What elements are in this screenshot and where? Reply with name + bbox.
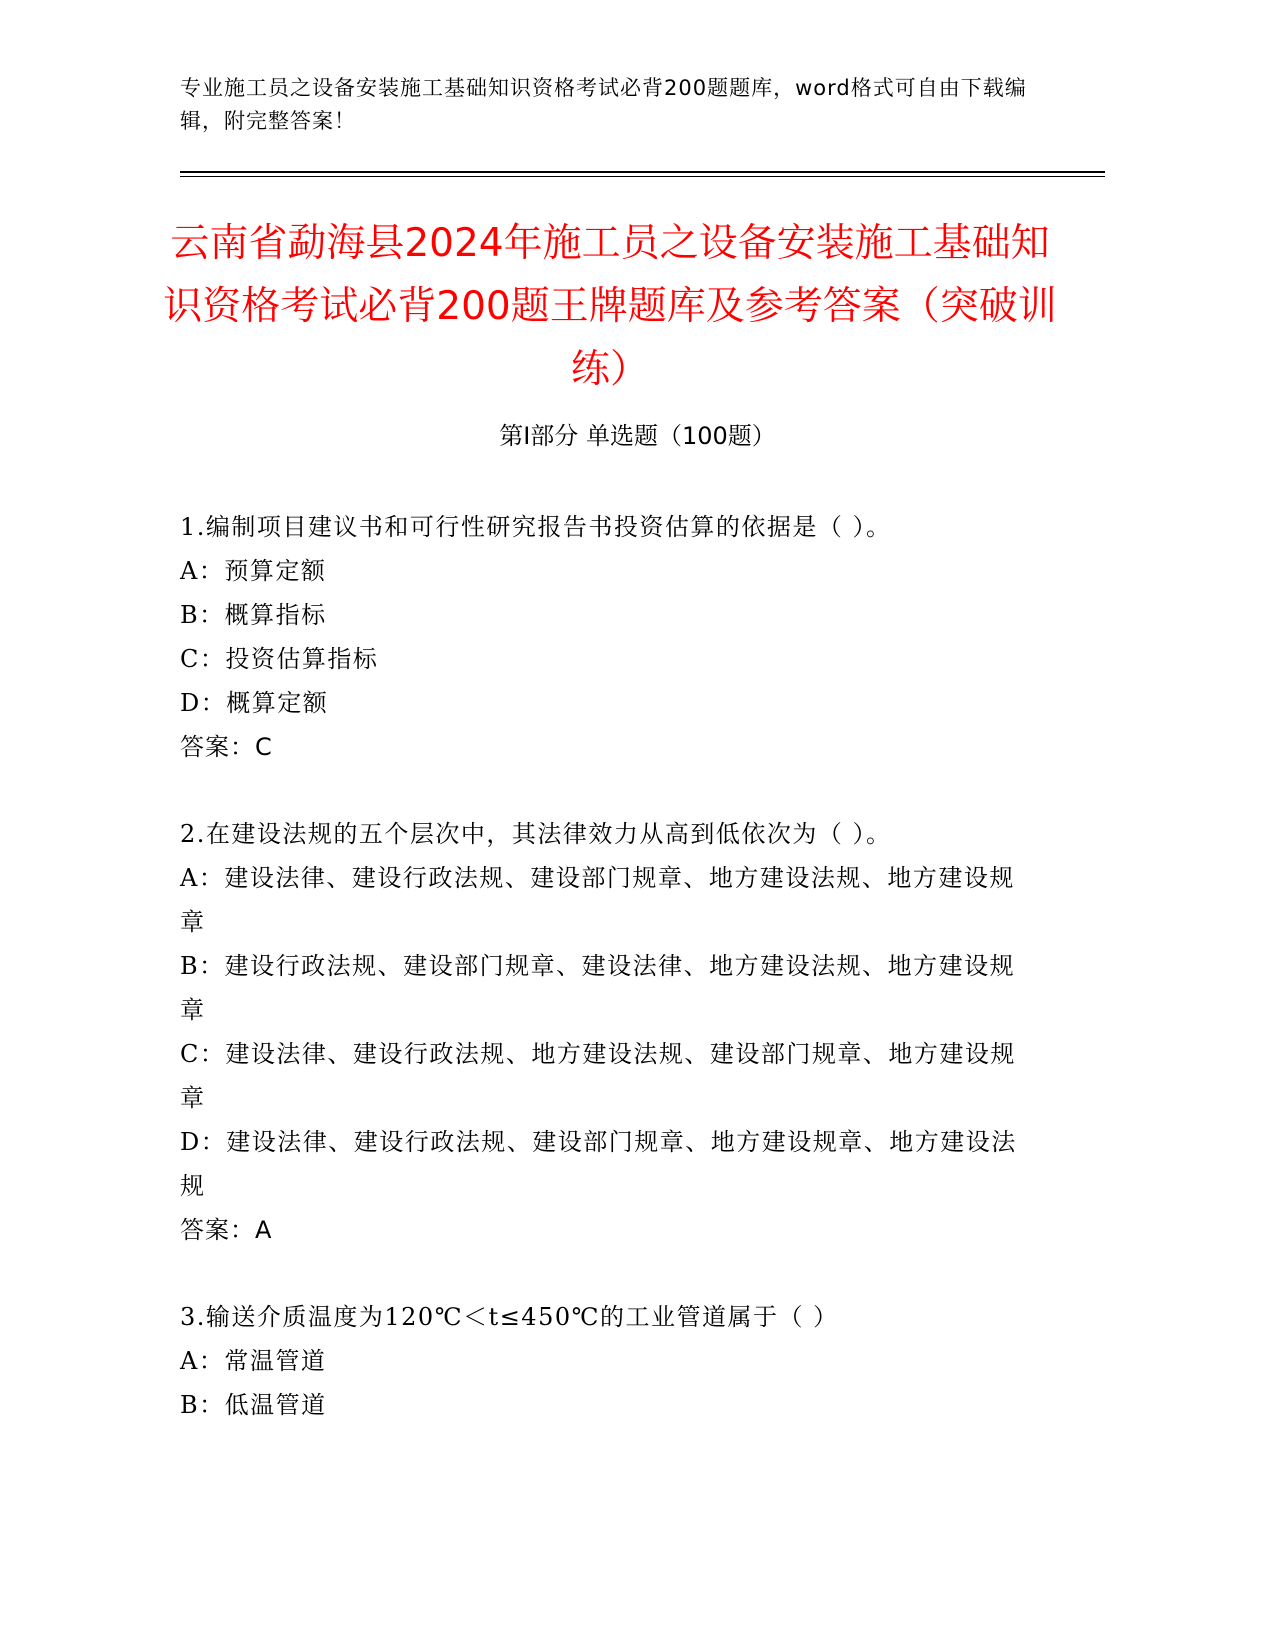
option-c: C：建设法律、建设行政法规、地方建设法规、建设部门规章、地方建设规章 <box>180 1040 1016 1112</box>
question-stem: 1.编制项目建议书和可行性研究报告书投资估算的依据是（ ）。 <box>180 513 892 541</box>
option-a: A：建设法律、建设行政法规、建设部门规章、地方建设法规、地方建设规章 <box>180 864 1015 936</box>
header-divider-thick <box>180 171 1105 173</box>
document-title: 云南省勐海县2024年施工员之设备安装施工基础知识资格考试必背200题王牌题库及参考答案（突破训练） <box>163 221 1057 392</box>
section-heading: 第Ⅰ部分 单选题（100题） <box>499 422 776 450</box>
option-b: B：概算指标 <box>180 601 327 629</box>
option-a: A：常温管道 <box>180 1347 327 1375</box>
question-list <box>180 505 1040 1470</box>
question-1 <box>180 505 1040 769</box>
header-note: 专业施工员之设备安装施工基础知识资格考试必背200题题库，word格式可自由下载编辑，附完整答案！ <box>180 76 1027 133</box>
question-stem: 2.在建设法规的五个层次中，其法律效力从高到低依次为（ ）。 <box>180 820 892 848</box>
option-a: A：预算定额 <box>180 557 327 585</box>
option-d: D：概算定额 <box>180 689 329 717</box>
option-b: B：低温管道 <box>180 1391 327 1419</box>
option-d: D：建设法律、建设行政法规、建设部门规章、地方建设规章、地方建设法规 <box>180 1128 1017 1200</box>
question-3 <box>180 1295 1040 1427</box>
answer-line: 答案：C <box>180 733 273 761</box>
header-divider-thin <box>180 176 1105 177</box>
question-2 <box>180 812 1040 1252</box>
option-c: C：投资估算指标 <box>180 645 379 673</box>
question-stem: 3.输送介质温度为120℃＜t≤450℃的工业管道属于（ ） <box>180 1303 839 1331</box>
answer-line: 答案：A <box>180 1216 273 1244</box>
option-b: B：建设行政法规、建设部门规章、建设法律、地方建设法规、地方建设规章 <box>180 952 1016 1024</box>
